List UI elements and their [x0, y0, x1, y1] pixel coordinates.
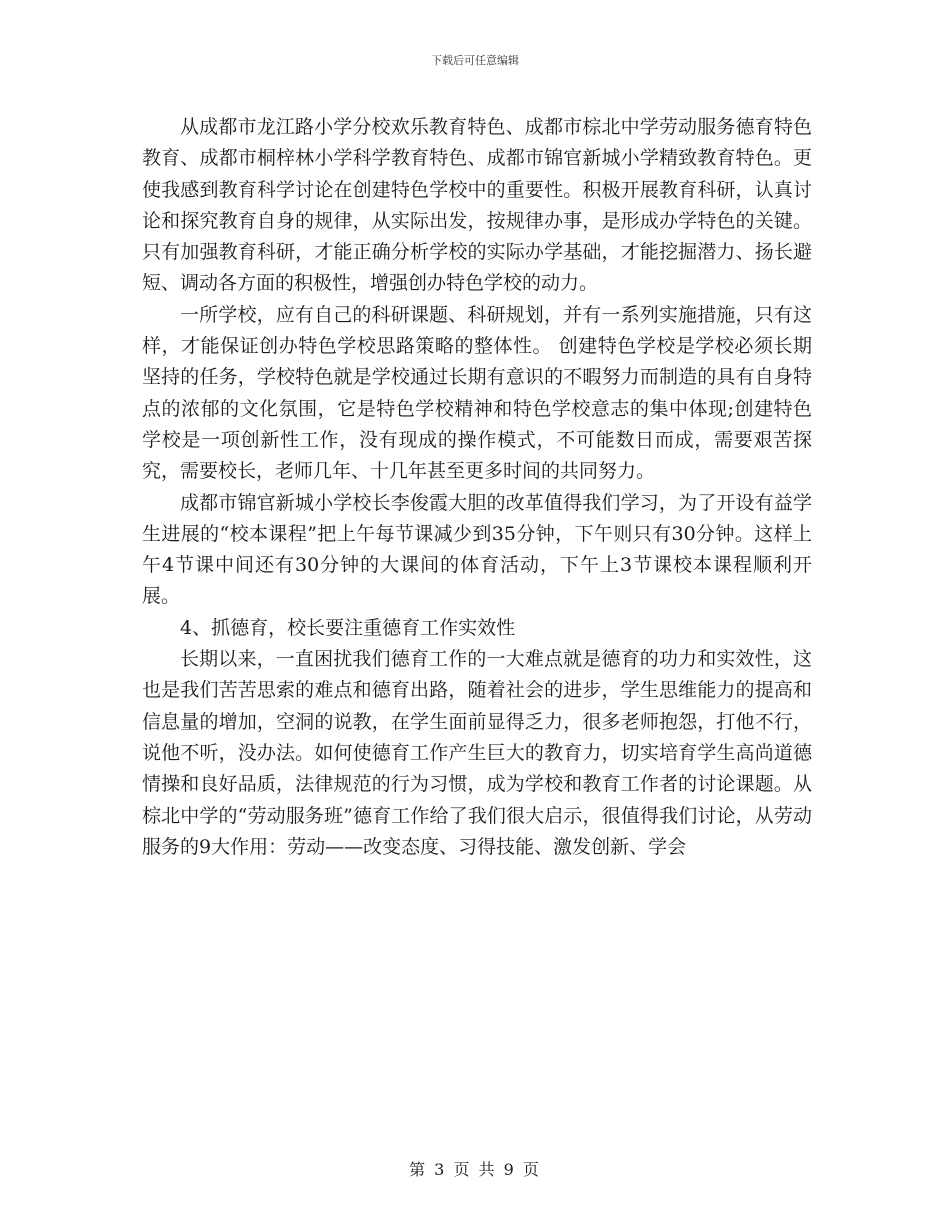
- paragraph: 一所学校，应有自己的科研课题、科研规划，并有一系列实施措施，只有这样，才能保证创办特色学校思路策略的整体性。 创建特色学校是学校必须长期坚持的任务，学校特色就是学校通过长期有意识的不暇努力而制造的具有自身特点的浓郁的文化氛围，它是特色学校精神和特色学校意志的集中体现;创建特色学校是一项创新性工作，没有现成的操作模式，不可能数日而成，需要艰苦探究，需要校长，老师几年、十几年甚至更多时间的共同努力。: [142, 303, 812, 483]
- page-number: 第 3 页 共 9 页: [409, 1160, 541, 1179]
- section-heading: 4、抓德育，校长要注重德育工作实效性: [180, 616, 516, 639]
- page-header: 下载后可任意编辑: [431, 54, 519, 67]
- paragraph: 长期以来，一直困扰我们德育工作的一大难点就是德育的功力和实效性，这也是我们苦苦思索的难点和德育出路，随着社会的进步，学生思维能力的提高和信息量的增加，空洞的说教，在学生面前显得乏力，很多老师抱怨，打他不行，说他不听，没办法。如何使德育工作产生巨大的教育力，切实培育学生高尚道德情操和良好品质，法律规范的行为习惯，成为学校和教育工作者的讨论课题。从棕北中学的“劳动服务班”德育工作给了我们很大启示，很值得我们讨论，从劳动服务的9大作用：劳动——改变态度、习得技能、激发创新、学会: [142, 648, 812, 858]
- paragraph: 成都市锦官新城小学校长李俊霞大胆的改革值得我们学习，为了开设有益学生进展的“校本课程”把上午每节课减少到35分钟，下午则只有30分钟。这样上午4节课中间还有30分钟的大课间的体育活动，下午上3节课校本课程顺利开展。: [142, 491, 812, 608]
- document-body: [142, 112, 812, 863]
- paragraph: 从成都市龙江路小学分校欢乐教育特色、成都市棕北中学劳动服务德育特色教育、成都市桐梓林小学科学教育特色、成都市锦官新城小学精致教育特色。更使我感到教育科学讨论在创建特色学校中的重要性。积极开展教育科研，认真讨论和探究教育自身的规律，从实际出发，按规律办事，是形成办学特色的关键。只有加强教育科研，才能正确分析学校的实际办学基础，才能挖掘潜力、扬长避短、调动各方面的积极性，增强创办特色学校的动力。: [142, 116, 812, 295]
